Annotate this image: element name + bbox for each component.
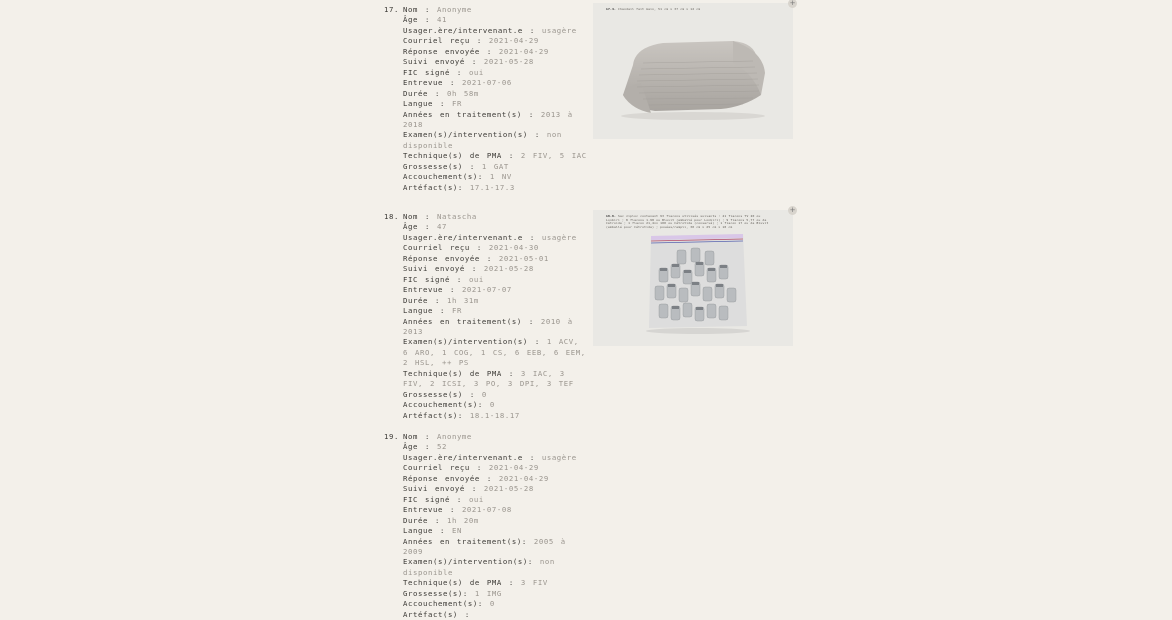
entry-fields <box>403 432 589 620</box>
field-nom: Nom : Anonyme <box>403 5 472 14</box>
photo-caption: 18.8. Sac ziploc contenant 93 flacons utilisés suivants : 41 flacons TV 20 ou Lonbiri ; 8 flacons 1.98 ou Bluvit (emballé pour Lonbiri) ; 9 flacons 5,77 ou de Cétroide ; 1 flacon 21,4xx 100 ou Cétrotide (conservé) ; 1 flacon 17 ou de Bluvit (emballé pour Cétrotide) ; posées/rempli, 30 cm x 25 cm x 10 cm <box>606 214 769 229</box>
field-age: Âge : 52 <box>403 442 447 452</box>
field-artefact: Artéfact(s): 17.1-17.3 <box>403 182 515 192</box>
field-reponse: Réponse envoyée : 2021-04-29 <box>403 46 549 56</box>
field-technique: Technique(s) de PMA : 3 FIV <box>403 578 548 588</box>
entry-number: 18. <box>384 212 399 221</box>
field-suivi: Suivi envoyé : 2021-05-28 <box>403 264 534 274</box>
field-technique: Technique(s) de PMA : 2 FIV, 5 IAC <box>403 151 587 161</box>
field-examens: Examen(s)/intervention(s) : non disponible <box>403 130 562 150</box>
entry-number: 17. <box>384 5 399 14</box>
field-entrevue: Entrevue : 2021-07-07 <box>403 285 512 295</box>
field-reponse: Réponse envoyée : 2021-04-29 <box>403 473 549 483</box>
field-grossesse: Grossesse(s) : 1 GAT <box>403 161 509 171</box>
field-grossesse: Grossesse(s) : 0 <box>403 389 487 399</box>
field-duree: Durée : 1h 20m <box>403 515 479 525</box>
expand-icon[interactable]: + <box>789 206 796 214</box>
field-annees: Années en traitement(s) : 2010 à 2013 <box>403 316 573 336</box>
field-grossesse: Grossesse(s): 1 IMG <box>403 588 502 598</box>
field-annees: Années en traitement(s): 2005 à 2009 <box>403 536 566 556</box>
field-examens: Examen(s)/intervention(s) : 1 ACV, 6 ARO, 1 COG, 1 CS, 6 EEB, 6 EEM, 2 HSL, ++ PS <box>403 337 586 368</box>
field-courriel: Courriel reçu : 2021-04-29 <box>403 36 539 46</box>
field-age: Âge : 47 <box>403 222 447 232</box>
field-age: Âge : 41 <box>403 15 447 25</box>
field-nom: Nom : Anonyme <box>403 432 472 441</box>
field-fic: FIC signé : oui <box>403 274 484 284</box>
field-duree: Durée : 1h 31m <box>403 295 479 305</box>
field-entrevue: Entrevue : 2021-07-08 <box>403 505 512 515</box>
field-entrevue: Entrevue : 2021-07-06 <box>403 78 512 88</box>
field-usager: Usager.ère/intervenant.e : usagère <box>403 25 577 35</box>
entry-fields <box>403 5 589 193</box>
field-fic: FIC signé : oui <box>403 67 484 77</box>
field-langue: Langue : FR <box>403 99 462 109</box>
field-examens: Examen(s)/intervention(s): non disponible <box>403 557 555 577</box>
field-accouchement: Accouchement(s): 0 <box>403 400 495 410</box>
field-langue: Langue : EN <box>403 526 462 536</box>
field-suivi: Suivi envoyé : 2021-05-28 <box>403 484 534 494</box>
field-usager: Usager.ère/intervenant.e : usagère <box>403 452 577 462</box>
expand-icon[interactable]: + <box>789 0 796 7</box>
field-courriel: Courriel reçu : 2021-04-29 <box>403 463 539 473</box>
field-artefact: Artéfact(s) : <box>403 609 470 619</box>
entry-fields <box>403 212 589 421</box>
field-courriel: Courriel reçu : 2021-04-30 <box>403 243 539 253</box>
field-technique: Technique(s) de PMA : 3 IAC, 3 FIV, 2 ICSI, 3 PO, 3 DPI, 3 TEF <box>403 368 574 389</box>
field-fic: FIC signé : oui <box>403 494 484 504</box>
photo-caption: 17.4. Chandail fait main, 51 cm x 37 cm x 12 cm <box>606 7 701 11</box>
folded-sweater-icon <box>593 3 793 139</box>
field-artefact: Artéfact(s): 18.1-18.17 <box>403 410 520 420</box>
field-suivi: Suivi envoyé : 2021-05-28 <box>403 57 534 67</box>
field-nom: Nom : Natascha <box>403 212 477 221</box>
field-accouchement: Accouchement(s): 1 NV <box>403 172 512 182</box>
field-duree: Durée : 0h 58m <box>403 88 479 98</box>
field-usager: Usager.ère/intervenant.e : usagère <box>403 232 577 242</box>
field-accouchement: Accouchement(s): 0 <box>403 599 495 609</box>
field-reponse: Réponse envoyée : 2021-05-01 <box>403 253 549 263</box>
vial-bag-icon <box>593 210 793 346</box>
artifact-photo-sweater[interactable] <box>593 0 796 139</box>
field-annees: Années en traitement(s) : 2013 à 2018 <box>403 109 573 129</box>
field-langue: Langue : FR <box>403 306 462 316</box>
artifact-photo-vials[interactable] <box>593 206 796 346</box>
entry-number: 19. <box>384 432 399 441</box>
